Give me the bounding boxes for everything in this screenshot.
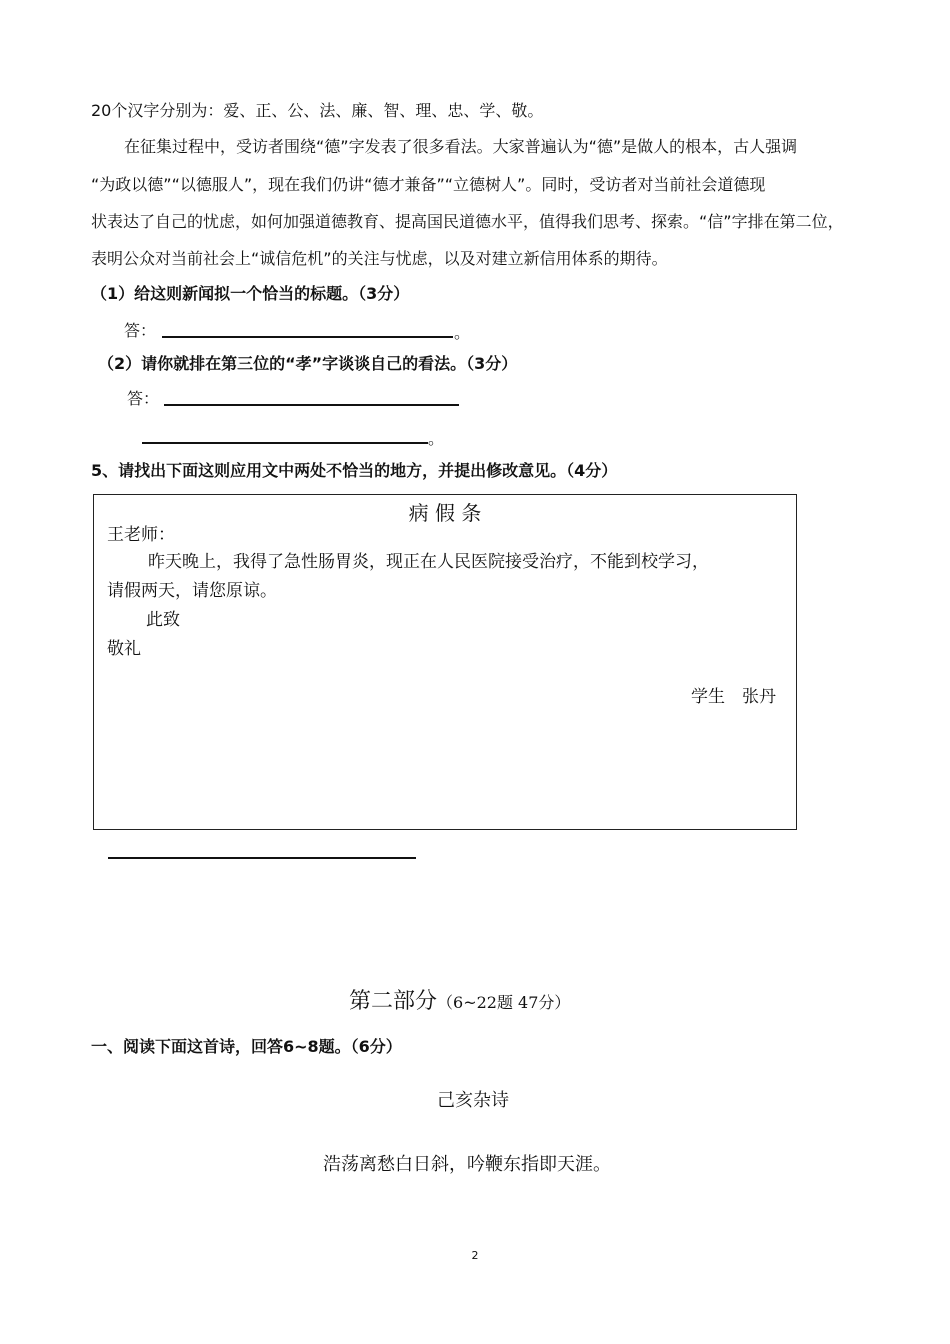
- note-body-line: 请假两天，请您原谅。: [107, 581, 277, 601]
- poem-line: 浩荡离愁白日斜，吟鞭东指即天涯。: [323, 1154, 611, 1175]
- question-2-answer-line[interactable]: [164, 404, 459, 406]
- passage-line: “为政以德”“以德服人”，现在我们仍讲“德才兼备”“立德树人”。同时，受访者对当前社会道德现: [91, 175, 766, 194]
- part-2-note: （6~22题 47分）: [437, 993, 571, 1012]
- question-1-answer-label: 答：: [124, 321, 157, 340]
- poem-title: 己亥杂诗: [437, 1090, 509, 1111]
- sick-leave-note: [93, 494, 797, 830]
- question-1-prompt: （1）给这则新闻拟一个恰当的标题。（3分）: [91, 284, 410, 303]
- note-body-line: 昨天晚上，我得了急性肠胃炎，现正在人民医院接受治疗，不能到校学习，: [148, 552, 709, 572]
- part-2-title: 第二部分: [349, 989, 438, 1014]
- question-2-prompt: （2）请你就排在第三位的“孝”字谈谈自己的看法。（3分）: [98, 354, 518, 373]
- section-1-prompt: 一、阅读下面这首诗，回答6~8题。（6分）: [91, 1037, 402, 1056]
- question-1-answer-line[interactable]: [162, 336, 453, 338]
- question-2-period: 。: [428, 429, 445, 448]
- passage-line: 表明公众对当前社会上“诚信危机”的关注与忧虑，以及对建立新信用体系的期待。: [91, 249, 668, 268]
- note-title: 病 假 条: [408, 501, 482, 525]
- part-2-heading: [349, 984, 570, 1015]
- passage-line: 状表达了自己的忧虑，如何加强道德教育、提高国民道德水平，值得我们思考、探索。“信”字排在第二位，: [91, 212, 844, 231]
- note-signature: 学生 张丹: [691, 687, 776, 707]
- question-1-period: 。: [454, 323, 471, 342]
- passage-line: 20个汉字分别为：爱、正、公、法、廉、智、理、忠、学、敬。: [91, 101, 544, 120]
- passage-line: 在征集过程中，受访者围绕“德”字发表了很多看法。大家普遍认为“德”是做人的根本，古人强调: [124, 137, 798, 156]
- note-salutation: 王老师：: [107, 525, 175, 545]
- question-2-answer-label: 答：: [127, 389, 160, 408]
- question-5-prompt: 5、请找出下面这则应用文中两处不恰当的地方，并提出修改意见。（4分）: [91, 461, 618, 480]
- question-5-answer-line[interactable]: [108, 857, 416, 859]
- note-closing: 敬礼: [107, 639, 141, 659]
- page-number: 2: [471, 1249, 479, 1262]
- note-closing: 此致: [146, 610, 180, 630]
- question-2-answer-line-2[interactable]: [142, 442, 428, 444]
